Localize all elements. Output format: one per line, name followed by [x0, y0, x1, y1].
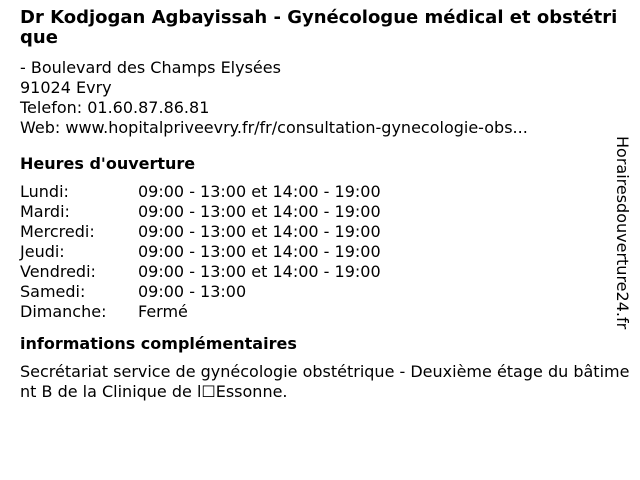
day-label: Jeudi: [20, 242, 65, 261]
page-title: Dr Kodjogan Agbayissah - Gynécologue médical et obstétrique [20, 7, 618, 48]
day-hours: 09:00 - 13:00 [138, 282, 247, 301]
day-label: Lundi: [20, 182, 69, 201]
hours-row-sunday [20, 302, 620, 322]
hours-row-thursday [20, 242, 620, 262]
city-postcode: 91024 Evry [20, 78, 112, 97]
site-brand-watermark [610, 136, 636, 344]
day-hours: 09:00 - 13:00 et 14:00 - 19:00 [138, 182, 381, 201]
day-hours: 09:00 - 13:00 et 14:00 - 19:00 [138, 262, 381, 281]
hours-row-wednesday [20, 222, 620, 242]
day-label: Mercredi: [20, 222, 95, 241]
additional-info-text: Secrétariat service de gynécologie obstétrique - Deuxième étage du bâtiment B de la Clinique de l☐Essonne. [20, 362, 630, 401]
day-label: Mardi: [20, 202, 70, 221]
additional-info-heading: informations complémentaires [20, 334, 297, 353]
hours-row-friday [20, 262, 620, 282]
opening-hours-heading: Heures d'ouverture [20, 154, 196, 173]
day-label: Dimanche: [20, 302, 107, 321]
site-brand-label: Horairesdouverture24.fr [613, 136, 632, 330]
street-address: - Boulevard des Champs Elysées [20, 58, 281, 77]
hours-row-tuesday [20, 202, 620, 222]
day-hours: 09:00 - 13:00 et 14:00 - 19:00 [138, 242, 381, 261]
day-hours: Fermé [138, 302, 188, 321]
day-hours: 09:00 - 13:00 et 14:00 - 19:00 [138, 222, 381, 241]
website-link[interactable]: Web: www.hopitalpriveevry.fr/fr/consultation-gynecologie-obs... [20, 118, 528, 137]
opening-hours-table [20, 182, 620, 322]
day-label: Vendredi: [20, 262, 96, 281]
hours-row-saturday [20, 282, 620, 302]
hours-row-monday [20, 182, 620, 202]
address-block [20, 58, 620, 138]
phone-number: Telefon: 01.60.87.86.81 [20, 98, 210, 117]
day-label: Samedi: [20, 282, 86, 301]
day-hours: 09:00 - 13:00 et 14:00 - 19:00 [138, 202, 381, 221]
